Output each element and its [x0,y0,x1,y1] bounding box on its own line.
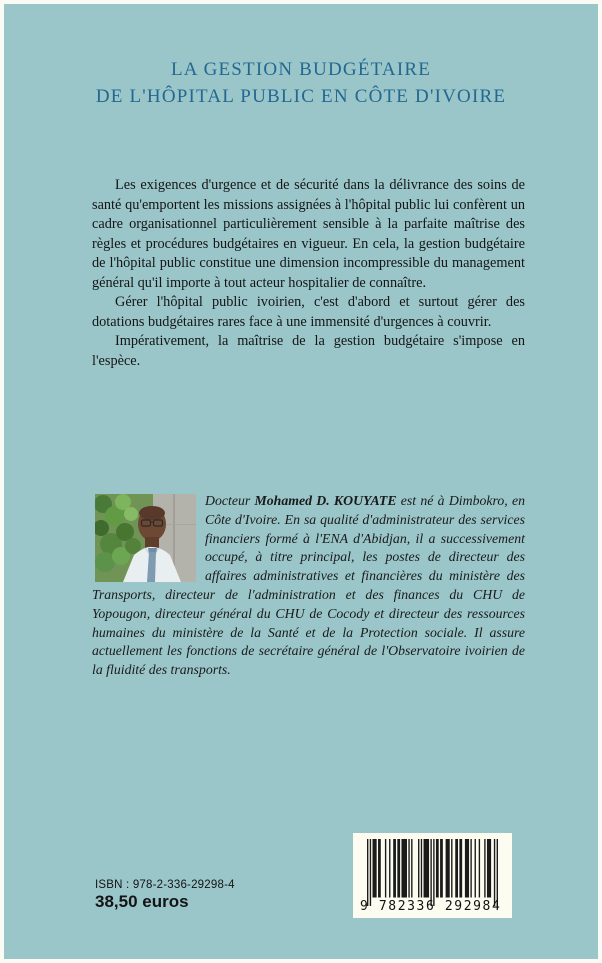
barcode-number: 9 782336 292984 [360,899,502,914]
synopsis-paragraph: Les exigences d'urgence et de sécurité dans la délivrance des soins de santé qu'emportent les missions assignées à l'hôpital public lui confèrent un cadre organisationnel particulièrement sensible à la parfaite maîtrise des règles et procédures budgétaires en vigueur. En cela, la gestion budgétaire de l'hôpital public constitue une dimension incompressible du management général qu'il importe à tout acteur hospitalier de connaître. [92,177,525,291]
book-title [0,56,602,110]
book-title-line2: DE L'HÔPITAL PUBLIC EN CÔTE D'IVOIRE [95,86,507,107]
author-name: Mohamed D. KOUYATE [254,493,397,508]
isbn-text: ISBN : 978-2-336-29298-4 [95,879,235,891]
author-bio-rest: est né à Dimbokro, en Côte d'Ivoire. En sa qualité d'administrateur des services financiers formé à l'ENA d'Abidjan, il a successivement occupé, à titre principal, les postes de directeur des affaires administratives et financières du ministère des Transports, directeur de l'administration et des finances du CHU de Yopougon, directeur général du CHU de Cocody et directeur des ressources humaines du ministère de la Santé et de la Protection sociale. Il assure actuellement les fonctions de secrétaire général de l'Observatoire ivoirien de la fluidité des transports. [92,493,525,678]
barcode-bars [367,839,498,906]
barcode [353,833,512,918]
book-title-line1: LA GESTION BUDGÉTAIRE [170,59,432,80]
author-bio-block [92,492,525,680]
synopsis-paragraph: Gérer l'hôpital public ivoirien, c'est d'abord et surtout gérer des dotations budgétaires rares face à une immensité d'urgences à couvrir. [92,294,525,330]
author-title: Docteur [205,493,255,508]
price-text: 38,50 euros [95,892,189,911]
synopsis [92,176,525,371]
author-photo [95,494,196,582]
synopsis-paragraph: Impérativement, la maîtrise de la gestion budgétaire s'impose en l'espèce. [92,333,525,369]
